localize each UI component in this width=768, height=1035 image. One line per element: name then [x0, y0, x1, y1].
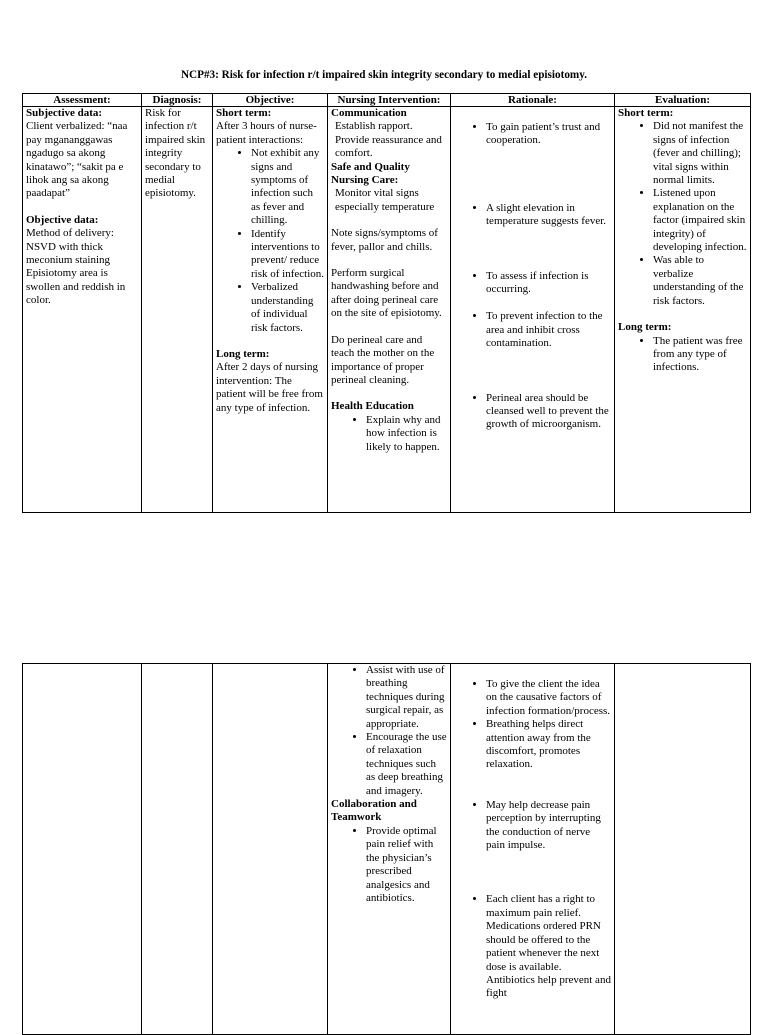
care-plan-table-continued: [22, 663, 751, 1035]
list-item: • Provide optimal pain relief with the physician’s prescribed analgesics and antibiotics.: [366, 825, 447, 905]
diagnosis-cell: [142, 107, 213, 513]
objective-long-text: After 2 days of nursing intervention: The patient will be free from any type of infection.: [216, 361, 323, 414]
intervention-cell: [328, 664, 451, 1035]
header-intervention: Nursing Intervention:: [328, 94, 451, 107]
list-item: • Perineal area should be cleansed well to prevent the growth of microorganism.: [486, 392, 611, 432]
objective-long-label: Long term:: [216, 347, 270, 360]
safe-care-label: Safe and Quality Nursing Care:: [331, 160, 410, 187]
list-item: • Assist with use of breathing techniques during surgical repair, as appropriate.: [366, 664, 447, 731]
monitor-vitals-text: Monitor vital signs especially temperature: [335, 187, 435, 213]
list-item: • Each client has a right to maximum pain relief. Medications ordered PRN should be offered to the patient whenever the next dose is available. Antibiotics help prevent and fight: [486, 893, 611, 1000]
evaluation-long-label: Long term:: [618, 321, 672, 334]
communication-label: Communication: [331, 107, 407, 119]
header-objective: Objective:: [213, 94, 328, 107]
collaboration-label: Collaboration and Teamwork: [331, 798, 417, 824]
table-header-row: [23, 94, 751, 107]
objective-cell: [213, 664, 328, 1035]
communication-text: Establish rapport. Provide reassurance and comfort.: [335, 120, 442, 160]
rationale-cell: [451, 664, 615, 1035]
evaluation-cell: [615, 664, 751, 1035]
list-item: • Was able to verbalize understanding of the risk factors.: [653, 254, 747, 308]
list-item: • Not exhibit any signs and symptoms of infection such as fever and chilling.: [251, 147, 324, 227]
list-item: • Explain why and how infection is likely to happen.: [366, 414, 447, 454]
health-education-label: Health Education: [331, 400, 414, 413]
list-item: • A slight elevation in temperature suggests fever.: [486, 202, 611, 229]
subjective-text: Client verbalized: “naa pay mgananggawas ngadugo sa akong kinatawo”; “sakit pa e lihok ang sa akong paadapat”: [26, 120, 128, 200]
objective-short-label: Short term:: [216, 107, 272, 119]
evaluation-long-list: [618, 335, 747, 375]
rationale-list: [454, 678, 611, 1001]
table-row: [23, 107, 751, 513]
objective-data-text: Method of delivery: NSVD with thick meconium staining Episiotomy area is swollen and reddish in color.: [26, 227, 126, 307]
diagnosis-text: Risk for infection r/t impaired skin integrity secondary to medial episiotomy.: [145, 107, 206, 200]
intervention-list: [331, 664, 447, 798]
header-evaluation: Evaluation:: [615, 94, 751, 107]
objective-short-list: [216, 147, 324, 335]
rationale-cell: [451, 107, 615, 513]
rationale-list: [454, 121, 611, 432]
assessment-cell: [23, 107, 142, 513]
intervention-cell: [328, 107, 451, 513]
perineal-care-text: Do perineal care and teach the mother on the importance of proper perineal cleaning.: [331, 333, 435, 386]
note-signs-text: Note signs/symptoms of fever, pallor and chills.: [331, 227, 438, 253]
list-item: • Identify interventions to prevent/ reduce risk of infection.: [251, 228, 324, 282]
health-education-list: [331, 414, 447, 454]
handwashing-text: Perform surgical handwashing before and after doing perineal care on the site of episiotomy.: [331, 267, 442, 320]
evaluation-short-label: Short term:: [618, 107, 674, 119]
list-item: • May help decrease pain perception by interrupting the conduction of nerve pain impulse.: [486, 799, 611, 853]
assessment-cell: [23, 664, 142, 1035]
list-item: • Verbalized understanding of individual risk factors.: [251, 281, 324, 335]
list-item: • To give the client the idea on the causative factors of infection formation/process.: [486, 678, 611, 718]
objective-cell: [213, 107, 328, 513]
header-assessment: Assessment:: [23, 94, 142, 107]
list-item: • To gain patient’s trust and cooperation.: [486, 121, 611, 148]
diagnosis-cell: [142, 664, 213, 1035]
list-item: • To prevent infection to the area and inhibit cross contamination.: [486, 310, 611, 350]
list-item: • The patient was free from any type of infections.: [653, 335, 747, 375]
collaboration-list: [331, 825, 447, 905]
list-item: • Encourage the use of relaxation techniques such as deep breathing and imagery.: [366, 731, 447, 798]
list-item: • Breathing helps direct attention away from the discomfort, promotes relaxation.: [486, 718, 611, 772]
care-plan-table: [22, 93, 751, 513]
objective-short-text: After 3 hours of nurse-patient interactions:: [216, 120, 317, 146]
header-rationale: Rationale:: [451, 94, 615, 107]
care-plan-title: NCP#3: Risk for infection r/t impaired skin integrity secondary to medial episiotomy.: [180, 69, 588, 81]
list-item: • Did not manifest the signs of infection (fever and chilling); vital signs within normal limits.: [653, 120, 747, 187]
header-diagnosis: Diagnosis:: [142, 94, 213, 107]
evaluation-cell: [615, 107, 751, 513]
list-item: • To assess if infection is occurring.: [486, 270, 611, 297]
objective-data-label: Objective data:: [26, 213, 99, 226]
subjective-label: Subjective data:: [26, 107, 103, 119]
table-row: [23, 664, 751, 1035]
evaluation-short-list: [618, 120, 747, 308]
list-item: • Listened upon explanation on the factor (impaired skin integrity) of developing infection.: [653, 187, 747, 254]
